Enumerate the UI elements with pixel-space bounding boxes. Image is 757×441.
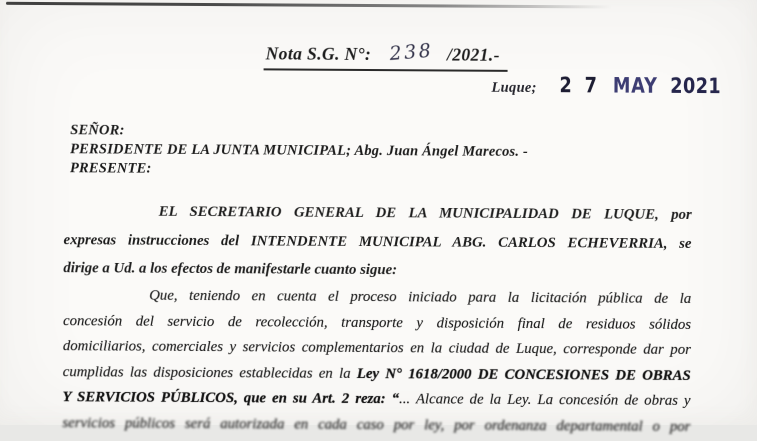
text-segment: dirige a Ud. a los efectos de manifestarle cuanto sigue: (63, 260, 398, 279)
text-line (63, 309, 691, 338)
nota-label: Nota S.G. N°: (265, 43, 372, 65)
text-segment: Que, teniendo en cuenta el proceso iniciado para la licitación pública de la (149, 287, 692, 307)
date-stamp-day: 2 7 (559, 73, 601, 98)
text-segment: EL SECRETARIO GENERAL DE LA MUNICIPALIDAD DE LUQUE, por (158, 203, 692, 223)
bold-text-segment: Ley N° 1618/2000 DE CONCESIONES DE OBRAS (356, 365, 691, 384)
place-label: Luque; (491, 79, 537, 97)
recipient-block (70, 121, 528, 181)
paragraph-body (62, 283, 691, 440)
text-line (62, 386, 690, 415)
text-segment: ... Alcance de la Ley. La concesión de obras y (399, 391, 691, 410)
bold-text-segment: Y SERVICIOS PÚBLICOS, que en su Art. 2 reza: “ (62, 389, 400, 408)
text-line (63, 226, 691, 258)
recipient-presente: PRESENTE: (69, 160, 152, 177)
recipient-salutation: SEÑOR: (70, 122, 125, 139)
date-stamp (559, 73, 721, 98)
handwritten-nota-number: 238 (388, 39, 434, 66)
text-line (63, 254, 691, 286)
text-line (64, 197, 692, 229)
text-line (63, 334, 691, 363)
text-segment: servicios públicos será autorizada en cada caso por ley, por ordenanza departamental o por (62, 415, 691, 435)
paragraph-intro (63, 197, 692, 286)
text-segment: concesión del servicio de recolección, transporte y disposición final de residuos sólidos (62, 312, 692, 333)
text-segment: expresas instrucciones del INTENDENTE MUNICIPAL ABG. CARLOS ECHEVERRIA, se (63, 231, 692, 252)
nota-year: /2021.- (446, 44, 500, 65)
text-line (62, 411, 690, 440)
text-segment: domiciliarios, comerciales y servicios complementarios en la ciudad de Luque, corresponde dar por (62, 338, 691, 359)
date-stamp-year: 2021 (670, 73, 722, 99)
nota-number-line (264, 39, 508, 71)
recipient-name-line: PERSIDENTE DE LA JUNTA MUNICIPAL; Abg. Juan Ángel Marecos. - (70, 141, 529, 160)
date-stamp-month: MAY (612, 73, 658, 98)
text-segment: cumplidas las disposiciones establecidas en la (62, 363, 357, 382)
top-border-line (6, 2, 612, 9)
text-line (63, 360, 691, 389)
text-line (63, 283, 691, 312)
